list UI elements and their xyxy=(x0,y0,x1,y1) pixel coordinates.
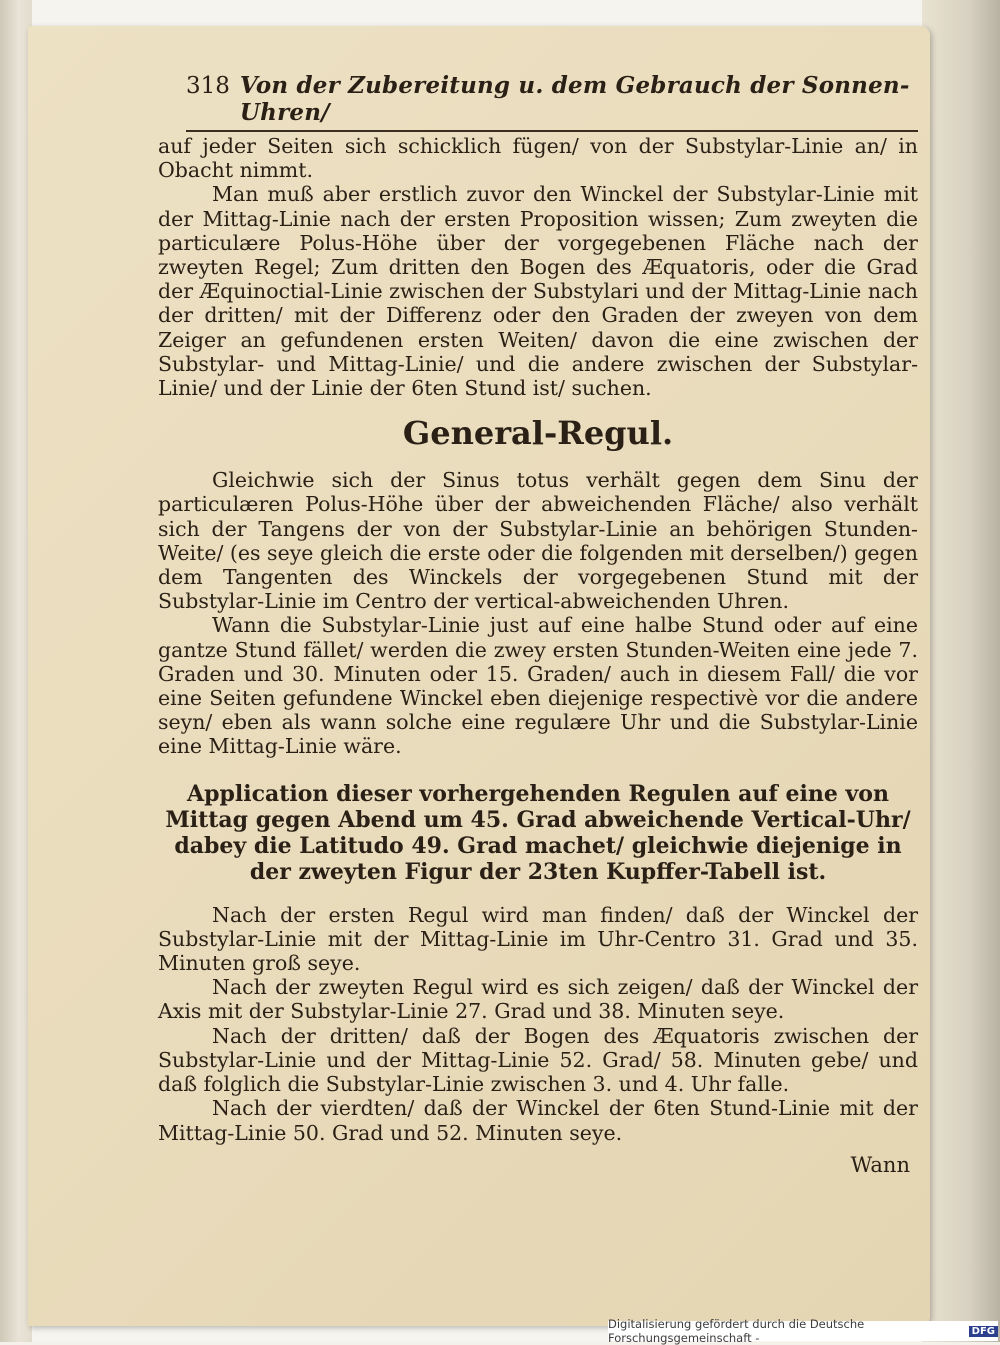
paragraph: auf jeder Seiten sich schicklich fügen/ von der Substylar-Linie an/ in Obacht nimmt. xyxy=(158,134,918,183)
paragraph: Nach der vierdten/ daß der Winckel der 6ten Stund-Linie mit der Mittag-Linie 50. Grad und 52. Minuten seye. xyxy=(158,1096,918,1145)
footer-text: Digitalisierung gefördert durch die Deutsche Forschungsgemeinschaft - xyxy=(608,1317,865,1345)
section-heading: General-Regul. xyxy=(402,414,674,453)
paragraph: Nach der dritten/ daß der Bogen des Æquatoris zwischen der Substylar-Linie und der Mittag-Linie 52. Grad/ 58. Minuten gebe/ und daß folglich die Substylar-Linie zwischen 3. und 4. Uhr falle. xyxy=(158,1023,918,1097)
book-fore-edge xyxy=(922,0,1000,1342)
running-header xyxy=(186,72,918,132)
running-title: Von der Zubereitung u. dem Gebrauch der Sonnen-Uhren/ xyxy=(239,72,910,126)
paragraph: Nach der zweyten Regul wird es sich zeigen/ daß der Winckel der Axis mit der Substylar-Linie 27. Grad und 38. Minuten seye. xyxy=(158,975,918,1024)
paragraph: Nach der ersten Regul wird man finden/ daß der Winckel der Substylar-Linie mit der Mittag-Linie im Uhr-Centro 31. Grad und 35. Minuten groß seye. xyxy=(158,902,918,976)
catchword: Wann xyxy=(850,1152,910,1177)
paragraph: Wann die Substylar-Linie just auf eine halbe Stund oder auf eine gantze Stund fället/ werden die zwey ersten Stunden-Weiten eine jede 7. Graden und 30. Minuten oder 15. Graden/ auch in diesem Fall/ die vor eine Seiten gefundene Winckel eben diejenige respectivè vor die andere seyn/ eben als wann solche eine regulære Uhr und die Substylar-Linie eine Mittag-Linie wäre. xyxy=(158,613,918,759)
paragraph: Gleichwie sich der Sinus totus verhält gegen dem Sinu der particulæren Polus-Höhe über der abweichenden Fläche/ also verhält sich der Tangens der von der Substylar-Linie an behörigen Stunden-Weite/ (es seye gleich die erste oder die folgenden mit derselben/) gegen dem Tangenten des Winckels der vorgegebenen Stund mit der Substylar-Linie im Centro der vertical-abweichenden Uhren. xyxy=(158,468,918,614)
page-number: 318 xyxy=(186,73,230,99)
page-text xyxy=(158,72,918,1177)
dfg-logo: DFG xyxy=(969,1326,998,1337)
application-heading: Application dieser vorhergehenden Regulen auf eine von Mittag gegen Abend um 45. Grad abweichende Vertical-Uhr/ dabey die Latitudo 49. Grad machet/ gleichwie diejenige in der zweyten Figur der 23ten Kupffer-Tabell ist. xyxy=(165,780,911,885)
funding-footer xyxy=(608,1317,998,1345)
paragraph: Man muß aber erstlich zuvor den Winckel der Substylar-Linie mit der Mittag-Linie nach der ersten Proposition wissen; Zum zweyten die particulære Polus-Höhe über der vorgegebenen Fläche nach der zweyten Regel; Zum dritten den Bogen des Æquatoris, oder die Grad der Æquinoctial-Linie zwischen der Substylari und der Mittag-Linie nach der dritten/ mit der Differenz oder den Graden der zweyen von dem Zeiger an gefundenen ersten Weiten/ davon die eine zwischen der Substylar- und Mittag-Linie/ und die andere zwischen der Substylar-Linie/ und der Linie der 6ten Stund ist/ suchen. xyxy=(158,182,918,401)
